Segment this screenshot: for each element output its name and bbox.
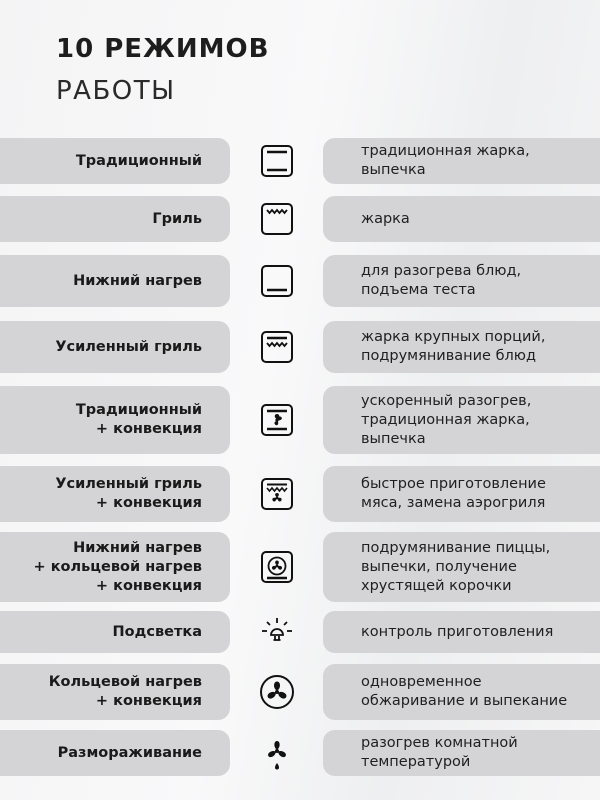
page-heading <box>56 30 269 110</box>
mode-row <box>0 466 600 522</box>
mode-name: Традиционный <box>75 152 202 169</box>
mode-description-pill <box>323 138 600 184</box>
mode-description-pill <box>323 730 600 776</box>
mode-name: Гриль <box>152 210 202 227</box>
mode-description: быстрое приготовление мяса, замена аэрогриля <box>361 476 546 511</box>
mode-description-pill <box>323 611 600 653</box>
mode-name-pill <box>0 386 230 454</box>
mode-name-pill <box>0 138 230 184</box>
mode-name-pill <box>0 532 230 602</box>
mode-row <box>0 730 600 776</box>
mode-name: Усиленный гриль <box>55 338 202 355</box>
mode-description-pill <box>323 255 600 307</box>
mode-description: подрумянивание пиццы, выпечки, получение хрустящей корочки <box>361 539 551 594</box>
mode-name: Кольцевой нагрев + конвекция <box>48 674 202 709</box>
mode-description: жарка <box>361 210 410 227</box>
mode-description: одновременное обжаривание и выпекание <box>361 674 568 709</box>
heading-line-1: 10 РЕЖИМОВ <box>56 34 270 64</box>
mode-row <box>0 255 600 307</box>
mode-name-pill <box>0 196 230 242</box>
ring-heat-fan-icon <box>254 669 300 715</box>
mode-description-pill <box>323 466 600 522</box>
mode-name: Подсветка <box>112 623 202 640</box>
mode-row <box>0 611 600 653</box>
oven-light-icon <box>254 609 300 655</box>
mode-description-pill <box>323 664 600 720</box>
mode-name: Нижний нагрев + кольцевой нагрев + конвекция <box>33 539 202 594</box>
mode-row <box>0 664 600 720</box>
mode-name-pill <box>0 466 230 522</box>
grill-icon <box>254 196 300 242</box>
mode-description-pill <box>323 321 600 373</box>
mode-name: Нижний нагрев <box>73 272 202 289</box>
mode-name: Традиционный + конвекция <box>75 402 202 437</box>
bottom-heat-icon <box>254 258 300 304</box>
mode-name-pill <box>0 255 230 307</box>
mode-name: Размораживание <box>57 744 202 761</box>
mode-description: контроль приготовления <box>361 623 554 640</box>
mode-name-pill <box>0 611 230 653</box>
mode-row <box>0 532 600 602</box>
mode-name-pill <box>0 730 230 776</box>
mode-row <box>0 321 600 373</box>
mode-name: Усиленный гриль + конвекция <box>55 476 202 511</box>
bottom-ring-fan-icon <box>254 544 300 590</box>
mode-row <box>0 196 600 242</box>
top-bottom-fan-icon <box>254 397 300 443</box>
mode-description: разогрев комнатной температурой <box>361 735 518 770</box>
mode-description-pill <box>323 196 600 242</box>
mode-description: жарка крупных порций, подрумянивание блюд <box>361 329 546 364</box>
mode-name-pill <box>0 321 230 373</box>
mode-row <box>0 138 600 184</box>
grill-fan-icon <box>254 471 300 517</box>
oven-top-bottom-heat-icon <box>254 138 300 184</box>
mode-description-pill <box>323 532 600 602</box>
mode-name-pill <box>0 664 230 720</box>
mode-row <box>0 386 600 454</box>
turbo-grill-icon <box>254 324 300 370</box>
heading-line-2: РАБОТЫ <box>56 76 176 106</box>
mode-description: ускоренный разогрев, традиционная жарка, выпечка <box>361 392 532 447</box>
defrost-icon <box>254 730 300 776</box>
mode-description: для разогрева блюд, подъема теста <box>361 263 522 298</box>
mode-description: традиционная жарка, выпечка <box>361 143 530 178</box>
mode-description-pill <box>323 386 600 454</box>
